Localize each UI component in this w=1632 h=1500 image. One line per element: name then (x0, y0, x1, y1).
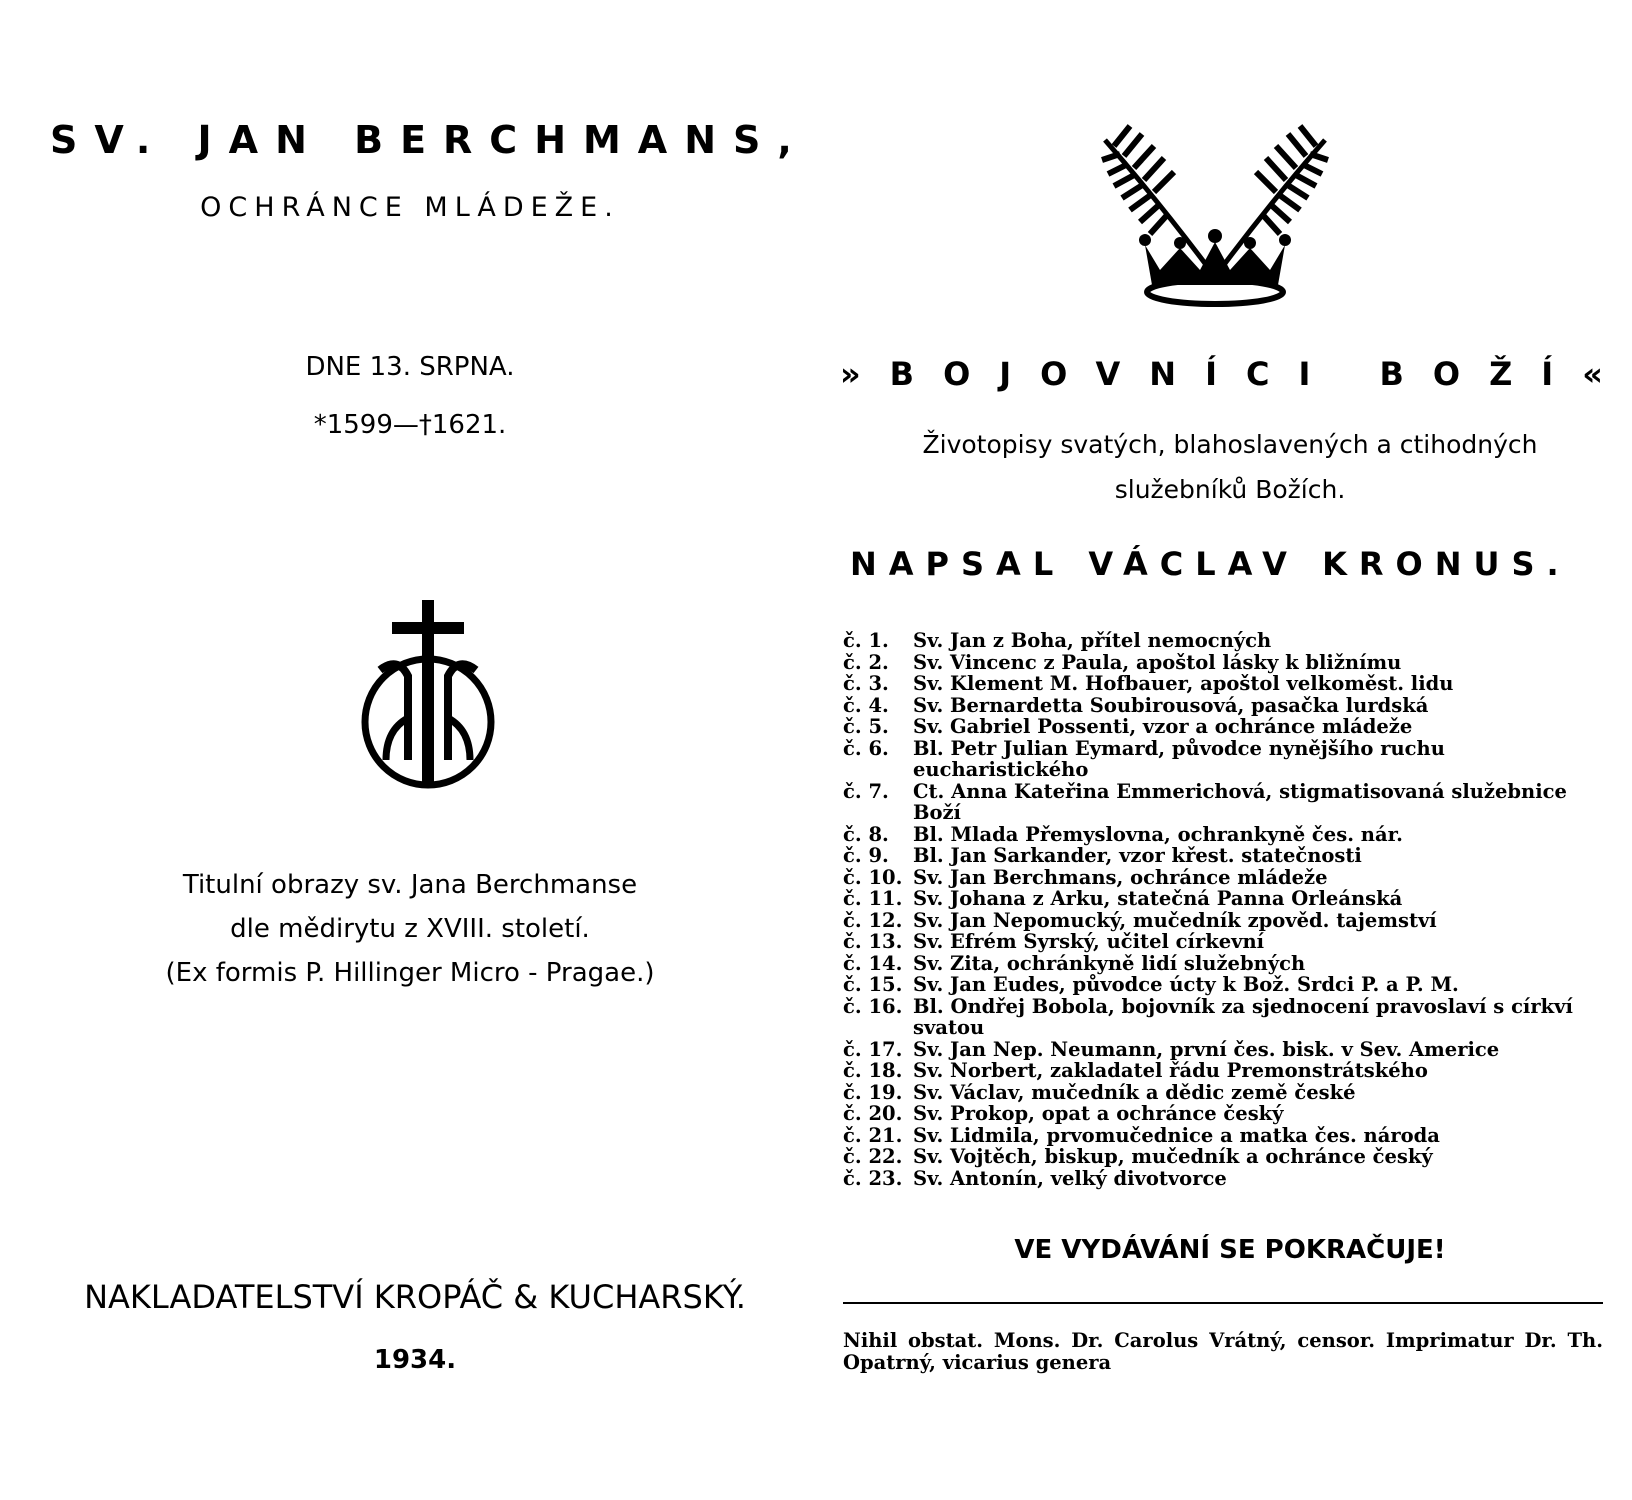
volume-title: Sv. Jan Nepomucký, mučedník zpověd. tajemství (913, 908, 1437, 932)
volume-title: Bl. Mlada Přemyslovna, ochrankyně čes. nár. (913, 822, 1403, 846)
list-item (843, 1168, 1603, 1190)
list-item (843, 888, 1603, 910)
volume-title: Sv. Jan z Boha, přítel nemocných (913, 629, 1272, 652)
volume-number: č. 14. (843, 951, 903, 975)
volume-title: Bl. Ondřej Bobola, bojovník za sjednocení pravoslaví s církví svatou (913, 994, 1573, 1039)
volume-number: č. 10. (843, 865, 903, 889)
volume-number: č. 23. (843, 1166, 903, 1190)
volume-number: č. 1. (843, 629, 889, 652)
list-item (843, 781, 1603, 824)
list-item (843, 996, 1603, 1039)
list-item (843, 1103, 1603, 1125)
publication-year: 1934. (373, 1345, 457, 1375)
volume-number: č. 2. (843, 650, 889, 674)
volume-title: Ct. Anna Kateřina Emmerichová, stigmatisovaná služebnice Boží (913, 779, 1567, 824)
volume-title: Sv. Václav, mučedník a dědic země české (913, 1080, 1356, 1104)
list-item (843, 824, 1603, 846)
volume-title: Bl. Petr Julian Eymard, původce nynějšího ruchu eucharistického (913, 736, 1445, 781)
volume-number: č. 17. (843, 1037, 903, 1061)
volume-number: č. 7. (843, 779, 889, 803)
list-item (843, 1125, 1603, 1147)
volume-title: Sv. Vincenc z Paula, apoštol lásky k bližnímu (913, 650, 1402, 674)
volume-list (843, 630, 1603, 1189)
list-item (843, 673, 1603, 695)
volume-number: č. 21. (843, 1123, 903, 1147)
list-item (843, 716, 1603, 738)
volume-number: č. 16. (843, 994, 903, 1018)
series-title-text: »BOJOVNÍCI BOŽÍ« (840, 355, 1632, 393)
list-item (843, 695, 1603, 717)
volume-number: č. 6. (843, 736, 889, 760)
caption-line: (Ex formis P. Hillinger Micro - Pragae.) (165, 958, 655, 988)
list-item (843, 1146, 1603, 1168)
crown-palm-fronds-icon (1100, 120, 1330, 310)
caption-line: dle mědirytu z XVIII. století. (230, 914, 590, 944)
book-subtitle: OCHRÁNCE MLÁDEŽE. (200, 192, 620, 223)
volume-number: č. 11. (843, 887, 903, 910)
series-subtitle-line: Životopisy svatých, blahoslavených a ctihodných (922, 430, 1538, 459)
volume-title: Sv. Bernardetta Soubirousová, pasačka lurdská (913, 693, 1429, 717)
list-item (843, 974, 1603, 996)
divider (843, 1302, 1603, 1304)
volume-title: Sv. Antonín, velký divotvorce (913, 1166, 1227, 1190)
volume-title: Sv. Klement M. Hofbauer, apoštol velkoměst. lidu (913, 672, 1454, 695)
author-line: NAPSAL VÁCLAV KRONUS. (850, 545, 1571, 583)
list-item (843, 1082, 1603, 1104)
volume-number: č. 13. (843, 930, 903, 953)
feast-day: DNE 13. SRPNA. (305, 352, 515, 382)
caption-line: Titulní obrazy sv. Jana Berchmanse (182, 870, 638, 900)
volume-title: Sv. Lidmila, prvomučednice a matka čes. národa (913, 1123, 1440, 1147)
list-item (843, 845, 1603, 867)
publisher: NAKLADATELSTVÍ KROPÁČ & KUCHARSKÝ. (84, 1278, 746, 1316)
volume-number: č. 15. (843, 973, 903, 996)
continues-notice: VE VYDÁVÁNÍ SE POKRAČUJE! (1014, 1235, 1446, 1265)
volume-title: Sv. Jan Nep. Neumann, první čes. bisk. v Sev. Americe (913, 1037, 1500, 1061)
volume-title: Sv. Zita, ochránkyně lidí služebných (913, 951, 1306, 975)
imprimatur-text: Nihil obstat. Mons. Dr. Carolus Vrátný, censor. Imprimatur Dr. Th. Opatrný, vicarius genera (843, 1329, 1603, 1374)
volume-number: č. 18. (843, 1059, 903, 1082)
left-page (0, 0, 809, 1500)
volume-number: č. 20. (843, 1102, 903, 1125)
list-item (843, 953, 1603, 975)
list-item (843, 1060, 1603, 1082)
volume-title: Sv. Jan Eudes, původce úcty k Bož. Srdci P. a P. M. (913, 973, 1459, 996)
life-dates: *1599—†1621. (313, 410, 507, 440)
volume-title: Bl. Jan Sarkander, vzor křest. statečnosti (913, 844, 1362, 867)
volume-title: Sv. Efrém Syrský, učitel církevní (913, 930, 1265, 953)
list-item (843, 652, 1603, 674)
list-item (843, 738, 1603, 781)
list-item (843, 931, 1603, 953)
volume-title: Sv. Johana z Arku, statečná Panna Orleánská (913, 887, 1403, 910)
volume-number: č. 19. (843, 1080, 903, 1104)
book-title: SV. JAN BERCHMANS, (50, 118, 809, 162)
volume-number: č. 8. (843, 822, 889, 846)
list-item (843, 630, 1603, 652)
volume-number: č. 22. (843, 1145, 903, 1168)
list-item (843, 867, 1603, 889)
cross-monogram-icon (358, 600, 498, 790)
volume-number: č. 4. (843, 693, 889, 717)
right-page (800, 0, 1632, 1500)
volume-title: Sv. Prokop, opat a ochránce český (913, 1102, 1284, 1125)
volume-number: č. 12. (843, 908, 903, 932)
series-subtitle-line: služebníků Božích. (1114, 475, 1346, 504)
volume-title: Sv. Vojtěch, biskup, mučedník a ochránce český (913, 1145, 1433, 1168)
series-title (840, 355, 1632, 393)
volume-number: č. 3. (843, 672, 889, 695)
volume-title: Sv. Gabriel Possenti, vzor a ochránce mládeže (913, 715, 1413, 738)
list-item (843, 910, 1603, 932)
list-item (843, 1039, 1603, 1061)
volume-number: č. 9. (843, 844, 889, 867)
volume-number: č. 5. (843, 715, 889, 738)
volume-title: Sv. Norbert, zakladatel řádu Premonstrátského (913, 1059, 1428, 1082)
volume-title: Sv. Jan Berchmans, ochránce mládeže (913, 865, 1328, 889)
